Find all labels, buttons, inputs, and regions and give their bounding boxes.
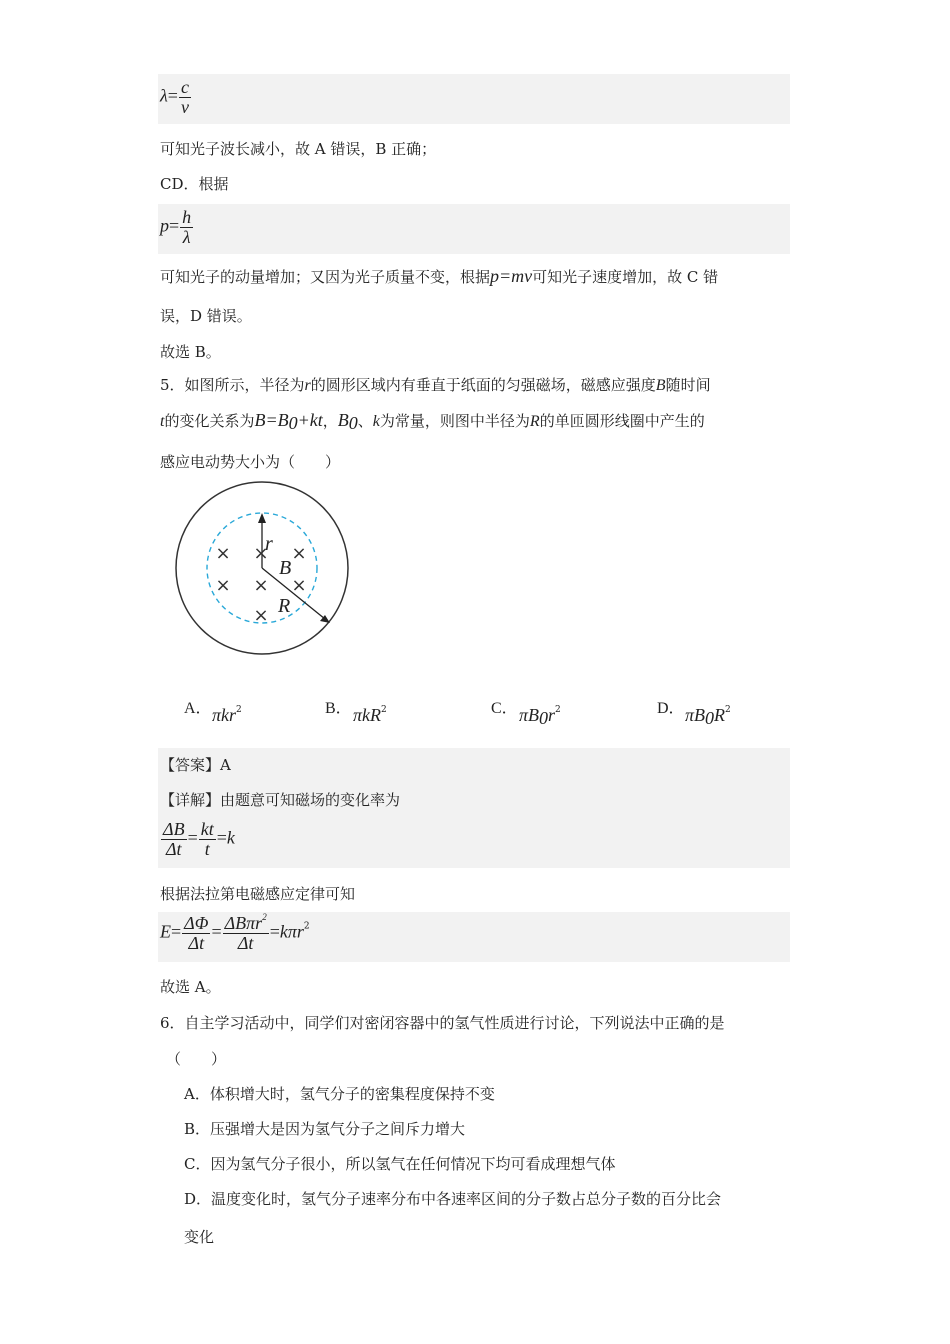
- cross-mark: ×: [291, 575, 307, 596]
- text-line: 可知光子波长减小，故 A 错误，B 正确；: [160, 140, 437, 158]
- magnetic-field-figure: [170, 478, 360, 662]
- option-d-formula[interactable]: $\pi B_0R^2$: [685, 705, 731, 728]
- detail-label: 【详解】由题意可知磁场的变化率为: [160, 791, 401, 809]
- cross-mark: ×: [291, 543, 307, 564]
- text-line: 故选 B。: [160, 343, 221, 361]
- cross-mark: ×: [253, 543, 269, 564]
- text-line: 根据法拉第电磁感应定律可知: [160, 885, 356, 903]
- option-b[interactable]: B．: [325, 700, 352, 717]
- formula-rate: $\frac{\Delta B}{\Delta t}$ = $\frac{kt}{t}$ =k: [163, 819, 235, 859]
- q6-option-c[interactable]: C．因为氢气分子很小，所以氢气在任何情况下均可看成理想气体: [184, 1155, 616, 1173]
- q6-option-a[interactable]: A．体积增大时，氢气分子的密集程度保持不变: [184, 1085, 495, 1103]
- question-6-stem: 6．自主学习活动中，同学们对密闭容器中的氢气性质进行讨论，下列说法中正确的是: [160, 1014, 725, 1032]
- q6-option-d[interactable]: D．温度变化时，氢气分子速率分布中各速率区间的分子数占总分子数的百分比会: [184, 1190, 722, 1208]
- formula-emf: E= $\frac{\Delta\Phi}{\Delta t}$ = $\frac{\Delta B\pi r^2}{\Delta t}$ =kπr$^2$: [160, 912, 310, 953]
- formula-box-lambda: [158, 74, 790, 124]
- question-5-stem-line1: 5．如图所示，半径为r的圆形区域内有垂直于纸面的匀强磁场，磁感应强度B随时间: [160, 376, 711, 394]
- cross-mark: ×: [253, 575, 269, 596]
- q6-option-b[interactable]: B．压强增大是因为氢气分子之间斥力增大: [184, 1120, 466, 1138]
- text-line: 误，D 错误。: [160, 307, 252, 325]
- option-a[interactable]: A．: [184, 700, 212, 717]
- question-5-stem-line2: t的变化关系为$B=B_0+kt$，$B_0$、k为常量，则图中半径为R的单匝圆形线圈中产生的: [160, 410, 705, 433]
- text-line: 故选 A。: [160, 978, 221, 996]
- question-6-stem-cont: （ ）: [166, 1050, 227, 1068]
- question-5-stem-line3: 感应电动势大小为（ ）: [160, 453, 341, 471]
- formula-momentum: p=mv: [490, 266, 533, 286]
- formula-p: p= $\frac{h}{\lambda}$: [160, 207, 192, 247]
- answer-label: 【答案】A: [160, 756, 231, 774]
- option-a-formula[interactable]: πkr$^2$: [212, 705, 242, 725]
- text-line: CD．根据: [160, 175, 229, 193]
- formula-box-p: [158, 204, 790, 254]
- label-R: R: [278, 595, 291, 617]
- text-line: 可知光子的动量增加；又因为光子质量不变，根据p=mv可知光子速度增加，故 C 错: [160, 266, 719, 286]
- cross-mark: ×: [253, 605, 269, 626]
- option-d[interactable]: D．: [657, 700, 685, 717]
- label-r: r: [265, 533, 273, 555]
- option-b-formula[interactable]: πkR$^2$: [353, 705, 387, 725]
- cross-mark: ×: [215, 543, 231, 564]
- option-c[interactable]: C．: [491, 700, 518, 717]
- q6-option-d-cont: 变化: [184, 1228, 215, 1246]
- option-c-formula[interactable]: $\pi B_0r^2$: [519, 705, 561, 728]
- formula-lambda: λ= $\frac{c}{v}$: [160, 77, 189, 117]
- label-B: B: [279, 557, 292, 579]
- cross-mark: ×: [215, 575, 231, 596]
- radius-r-arrowhead: [258, 513, 266, 523]
